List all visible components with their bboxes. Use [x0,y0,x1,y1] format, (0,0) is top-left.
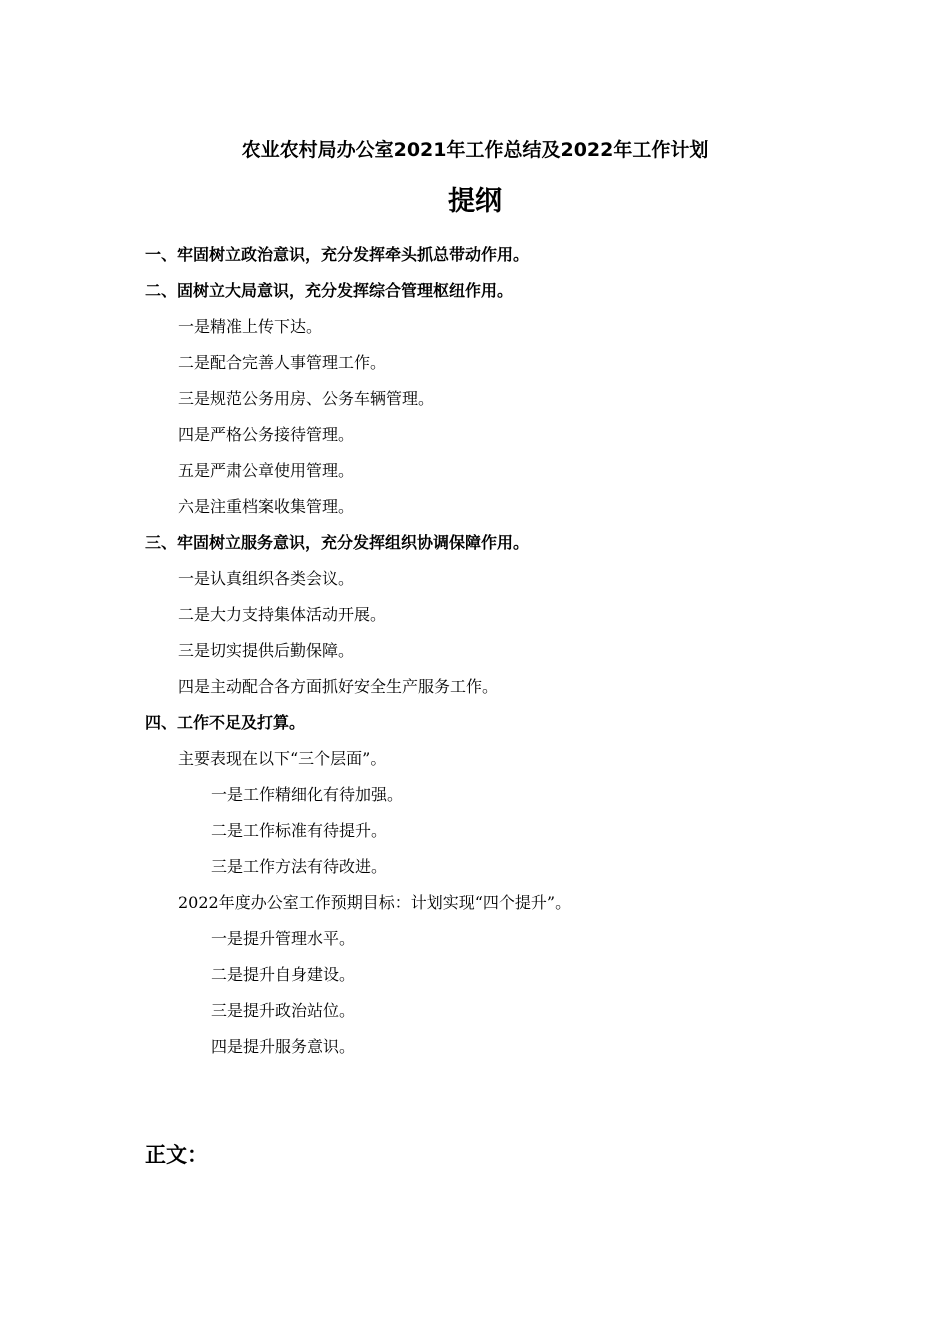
list-item: 六是注重档案收集管理。 [178,497,355,516]
list-item: 三是提升政治站位。 [211,1001,356,1020]
list-item: 一是精准上传下达。 [178,317,323,336]
section-heading-4: 四、工作不足及打算。 [145,713,306,732]
list-item: 三是工作方法有待改进。 [211,857,388,876]
section-heading-2: 二、固树立大局意识，充分发挥综合管理枢纽作用。 [145,281,514,300]
list-item: 三是规范公务用房、公务车辆管理。 [178,389,435,408]
list-item: 一是认真组织各类会议。 [178,569,355,588]
group-intro: 2022年度办公室工作预期目标：计划实现“四个提升”。 [178,893,572,912]
group-intro: 主要表现在以下“三个层面”。 [178,749,387,768]
document-subtitle: 提纲 [448,186,502,217]
list-item: 四是主动配合各方面抓好安全生产服务工作。 [178,677,499,696]
section-heading-1: 一、牢固树立政治意识，充分发挥牵头抓总带动作用。 [145,245,530,264]
list-item: 三是切实提供后勤保障。 [178,641,355,660]
document-title: 农业农村局办公室2021年工作总结及2022年工作计划 [241,139,709,161]
list-item: 二是工作标准有待提升。 [211,821,388,840]
list-item: 五是严肃公章使用管理。 [178,461,355,480]
list-item: 一是提升管理水平。 [211,929,356,948]
body-label: 正文： [145,1143,208,1167]
list-item: 一是工作精细化有待加强。 [211,785,404,804]
outline [145,237,845,1065]
list-item: 二是提升自身建设。 [211,965,356,984]
list-item: 二是大力支持集体活动开展。 [178,605,387,624]
section-heading-3: 三、牢固树立服务意识，充分发挥组织协调保障作用。 [145,533,530,552]
list-item: 四是提升服务意识。 [211,1037,356,1056]
list-item: 四是严格公务接待管理。 [178,425,355,444]
list-item: 二是配合完善人事管理工作。 [178,353,387,372]
